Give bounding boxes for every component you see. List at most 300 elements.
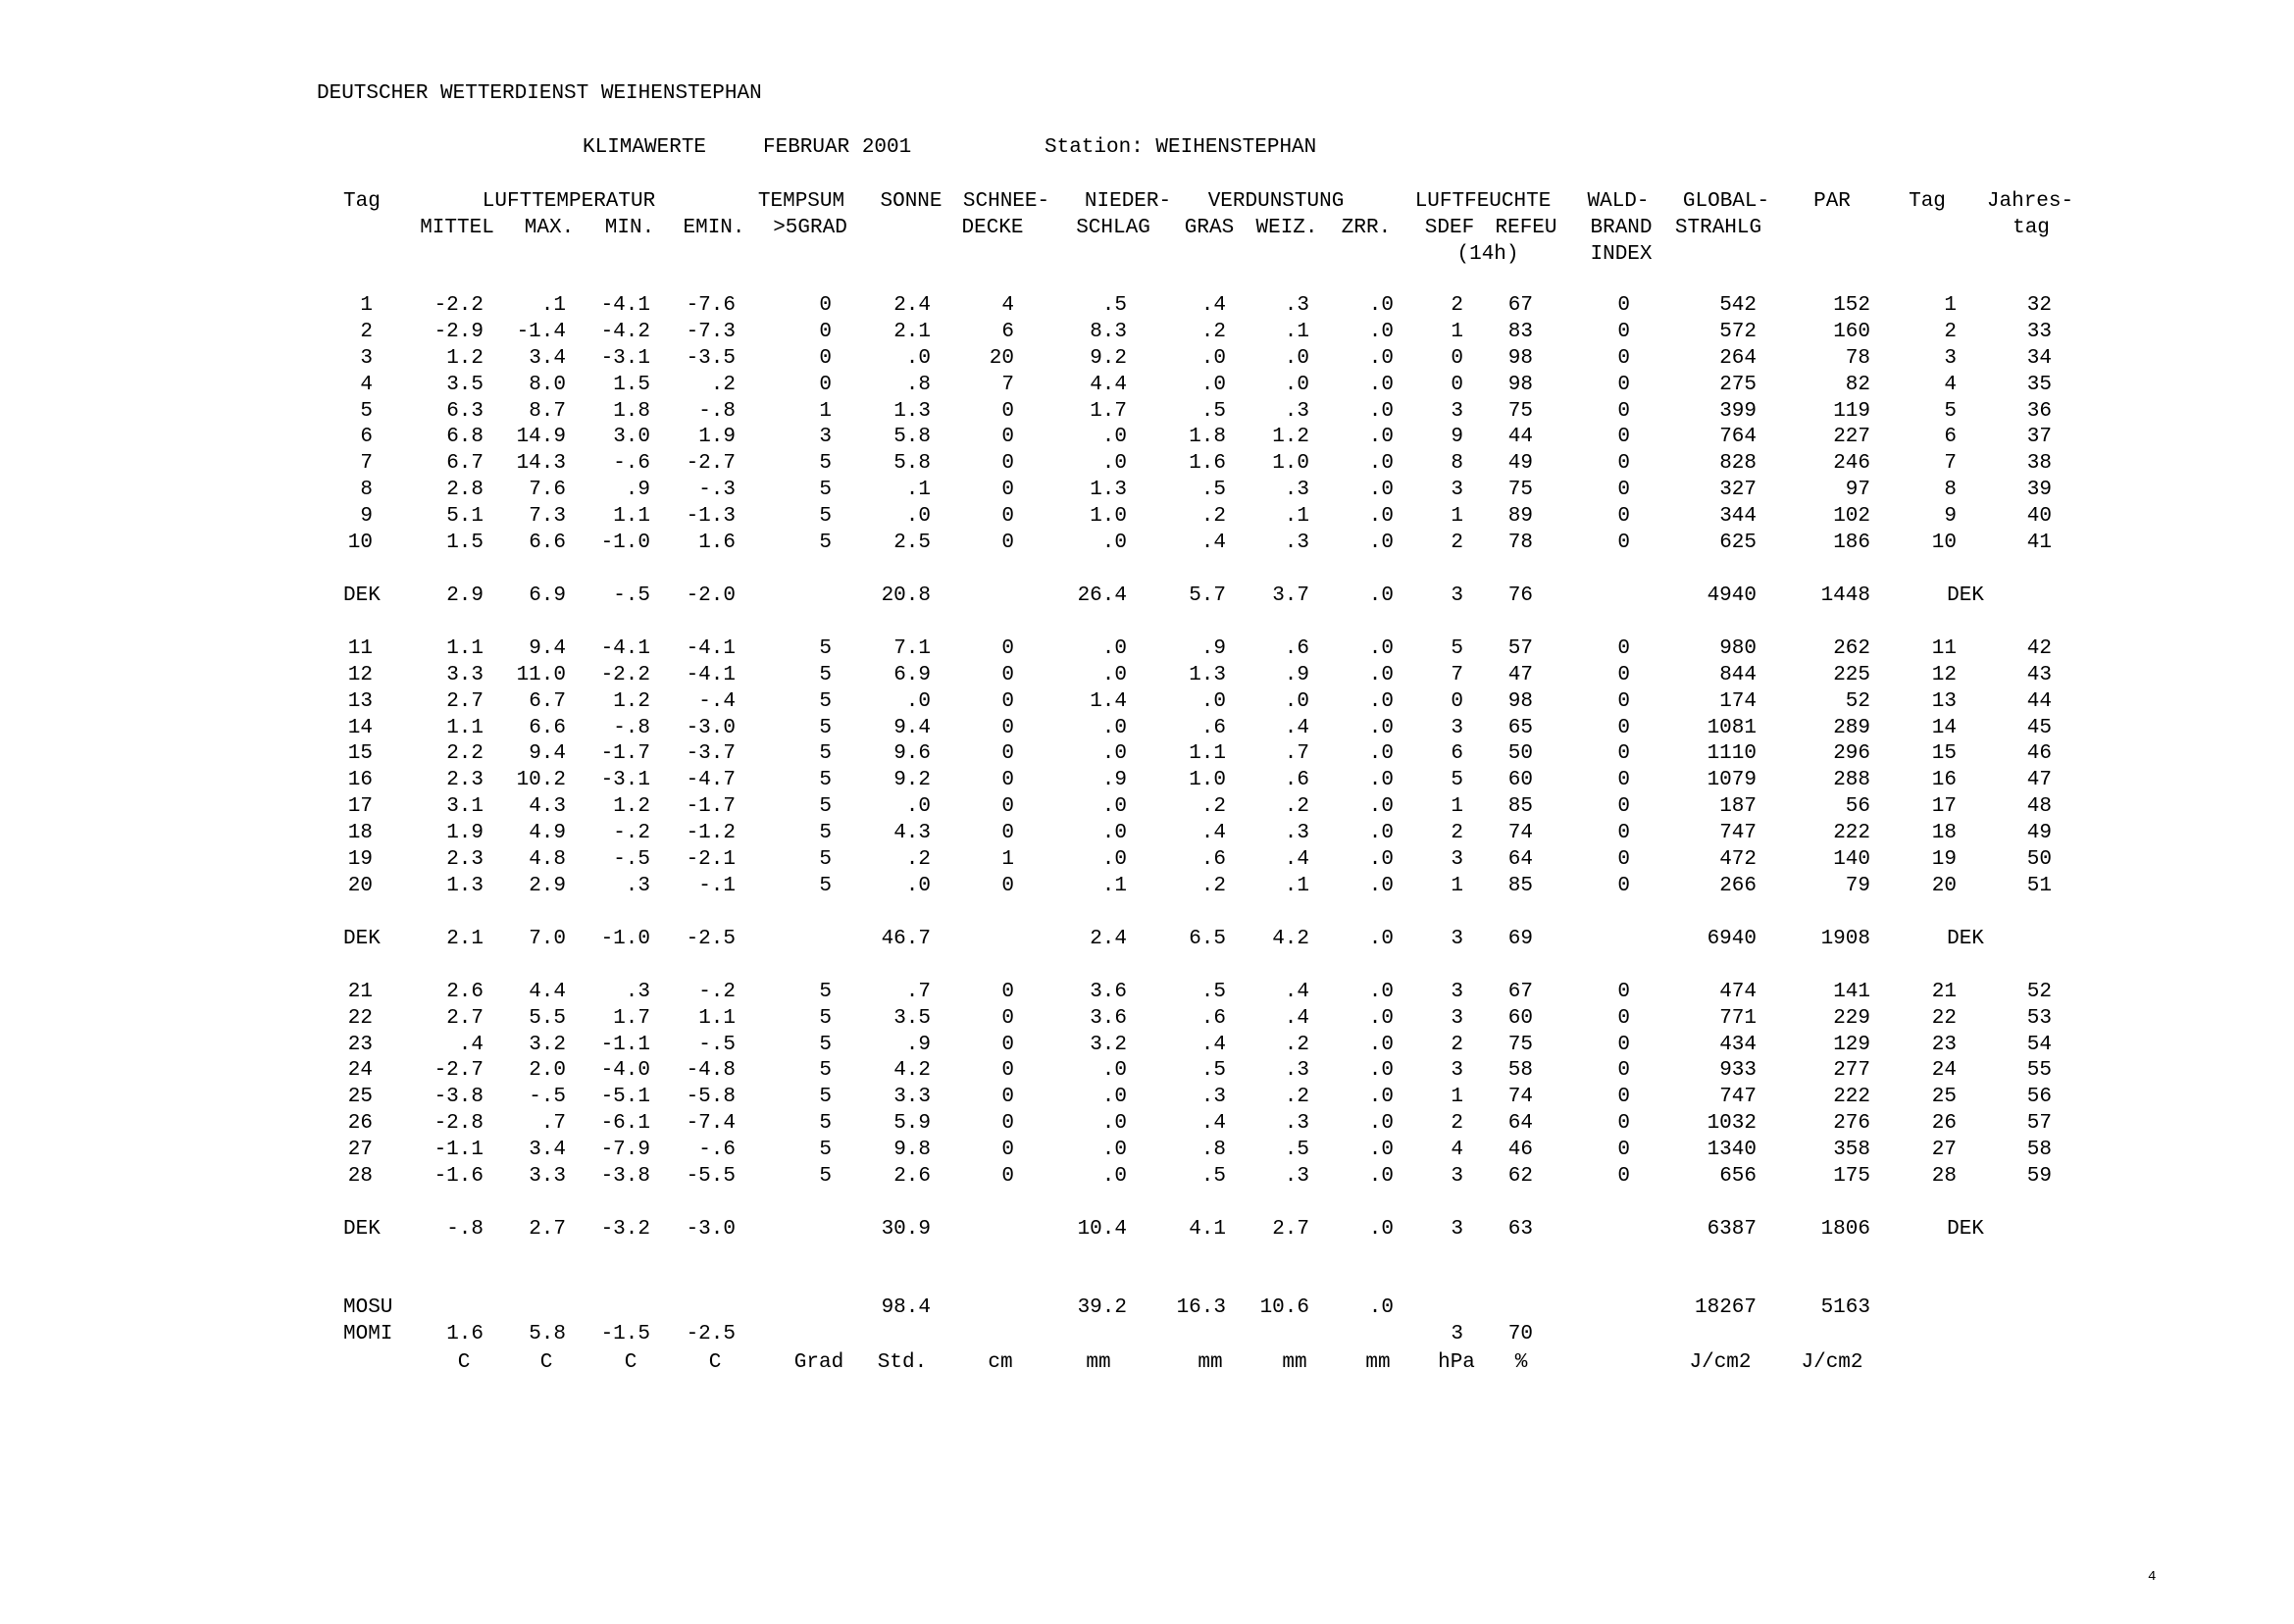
table-cell: 74	[1507, 1086, 1533, 1108]
table-cell: 8.3	[1090, 321, 1127, 343]
table-cell: 2	[1451, 294, 1463, 317]
table-cell: 0	[1617, 664, 1630, 686]
header-cell: REFEU	[1495, 217, 1557, 239]
table-cell: 1.0	[1272, 452, 1309, 475]
table-cell: 327	[1719, 479, 1757, 501]
table-cell: .5	[1200, 981, 1226, 1003]
table-cell: 262	[1833, 637, 1870, 660]
table-cell: 4.3	[529, 795, 566, 818]
row-label: 11	[347, 637, 373, 660]
table-cell: 0	[1617, 1059, 1630, 1082]
table-cell: -.2	[613, 822, 650, 844]
table-cell: -.6	[698, 1139, 736, 1161]
table-cell: 79	[1845, 875, 1870, 897]
table-cell: 0	[1617, 742, 1630, 765]
table-cell: 160	[1833, 321, 1870, 343]
table-cell: 474	[1719, 981, 1757, 1003]
table-cell: 63	[1507, 1218, 1533, 1241]
row-label: 22	[347, 1007, 373, 1030]
table-cell: 5	[1451, 637, 1463, 660]
table-cell: 58	[1507, 1059, 1533, 1082]
unit-label: mm	[1086, 1351, 1111, 1374]
table-cell: 0	[1617, 1139, 1630, 1161]
header-cell: GLOBAL-	[1682, 190, 1770, 213]
table-cell: 0	[1001, 1139, 1014, 1161]
table-cell: 3.5	[893, 1007, 931, 1030]
table-cell: 3.4	[529, 1139, 566, 1161]
table-cell: .5	[1284, 1139, 1309, 1161]
table-cell: 3	[819, 426, 832, 448]
table-cell: .4	[1284, 1007, 1309, 1030]
table-cell: 14.3	[516, 452, 566, 475]
row-label: 13	[347, 690, 373, 713]
table-cell: 54	[2026, 1034, 2052, 1056]
table-cell: -7.9	[600, 1139, 650, 1161]
table-cell: 59	[2026, 1165, 2052, 1188]
row-label: 15	[347, 742, 373, 765]
table-cell: 186	[1833, 532, 1870, 554]
table-cell: 119	[1833, 400, 1870, 423]
table-cell: 52	[1845, 690, 1870, 713]
table-cell: 60	[1507, 769, 1533, 791]
table-cell: 4.4	[1090, 374, 1127, 396]
table-cell: -3.8	[433, 1086, 484, 1108]
table-cell: -2.5	[686, 928, 736, 950]
table-cell: 844	[1719, 664, 1757, 686]
table-cell: 5	[819, 1059, 832, 1082]
table-cell: 141	[1833, 981, 1870, 1003]
table-cell: 2.9	[446, 584, 484, 607]
table-cell: 0	[1001, 532, 1014, 554]
table-cell: .7	[905, 981, 931, 1003]
table-cell: 5	[819, 1086, 832, 1108]
table-cell: 6	[1451, 742, 1463, 765]
table-cell: 53	[2026, 1007, 2052, 1030]
table-cell: -.8	[613, 717, 650, 739]
table-cell: 1.0	[1090, 505, 1127, 528]
table-cell: 1081	[1707, 717, 1757, 739]
unit-label: C	[457, 1351, 471, 1374]
table-cell: 2.0	[529, 1059, 566, 1082]
table-cell: .0	[1368, 742, 1394, 765]
table-cell: 28	[1931, 1165, 1957, 1188]
header-cell: SCHNEE-	[962, 190, 1050, 213]
table-cell: .0	[1368, 400, 1394, 423]
header-cell: >5GRAD	[773, 217, 847, 239]
table-cell: -2.7	[686, 452, 736, 475]
table-cell: .3	[1284, 1165, 1309, 1188]
table-cell: .0	[1284, 374, 1309, 396]
table-cell: 1.5	[446, 532, 484, 554]
table-cell: 3	[1451, 400, 1463, 423]
table-cell: 225	[1833, 664, 1870, 686]
header-cell: MIN.	[604, 217, 655, 239]
table-cell: -4.1	[600, 294, 650, 317]
table-cell: 1.2	[613, 690, 650, 713]
table-cell: -5.8	[686, 1086, 736, 1108]
table-cell: 572	[1719, 321, 1757, 343]
report-title: KLIMAWERTE	[583, 136, 707, 159]
table-cell: .0	[1101, 532, 1127, 554]
table-cell: 5	[819, 664, 832, 686]
table-cell: 0	[1617, 795, 1630, 818]
table-cell: 5	[819, 769, 832, 791]
table-cell: 828	[1719, 452, 1757, 475]
table-cell: .0	[1101, 822, 1127, 844]
table-cell: 4.2	[893, 1059, 931, 1082]
table-cell: 57	[1507, 637, 1533, 660]
table-cell: 89	[1507, 505, 1533, 528]
row-label: 10	[347, 532, 373, 554]
table-cell: 3	[1451, 584, 1463, 607]
table-cell: .4	[1284, 717, 1309, 739]
header-cell: LUFTTEMPERATUR	[482, 190, 656, 213]
table-cell: 6.7	[529, 690, 566, 713]
table-cell: 0	[1617, 347, 1630, 370]
table-cell: .4	[1200, 532, 1226, 554]
table-cell: 0	[1001, 1165, 1014, 1188]
table-cell: 747	[1719, 1086, 1757, 1108]
table-cell: DEK	[1947, 928, 1984, 950]
row-label: DEK	[343, 584, 381, 607]
table-cell: 41	[2026, 532, 2052, 554]
table-cell: 75	[1507, 400, 1533, 423]
table-cell: 5.1	[446, 505, 484, 528]
table-cell: 1908	[1820, 928, 1870, 950]
table-cell: 4.3	[893, 822, 931, 844]
table-cell: -.8	[446, 1218, 484, 1241]
table-cell: 3	[1451, 1218, 1463, 1241]
table-cell: 0	[1001, 795, 1014, 818]
table-cell: 0	[1617, 690, 1630, 713]
table-cell: -1.7	[600, 742, 650, 765]
table-cell: 2.7	[1272, 1218, 1309, 1241]
table-cell: .5	[1200, 1165, 1226, 1188]
table-cell: 4	[1001, 294, 1014, 317]
header-cell: ZRR.	[1341, 217, 1392, 239]
table-cell: -1.1	[433, 1139, 484, 1161]
table-cell: 16	[1931, 769, 1957, 791]
table-cell: .3	[625, 875, 650, 897]
row-label: 3	[360, 347, 373, 370]
table-cell: .0	[1368, 664, 1394, 686]
table-cell: .5	[1200, 479, 1226, 501]
table-cell: 64	[1507, 848, 1533, 871]
table-cell: 4.1	[1189, 1218, 1226, 1241]
table-cell: .0	[1368, 1218, 1394, 1241]
table-cell: 0	[1617, 1165, 1630, 1188]
table-cell: 3	[1451, 848, 1463, 871]
table-cell: 5.7	[1189, 584, 1226, 607]
table-cell: 0	[1001, 1086, 1014, 1108]
table-cell: 57	[2026, 1112, 2052, 1135]
table-cell: 10	[1931, 532, 1957, 554]
table-cell: .0	[1368, 1296, 1394, 1319]
table-cell: 69	[1507, 928, 1533, 950]
table-cell: 25	[1931, 1086, 1957, 1108]
table-cell: 0	[1001, 637, 1014, 660]
table-cell: 13	[1931, 690, 1957, 713]
table-cell: 43	[2026, 664, 2052, 686]
row-label: 9	[360, 505, 373, 528]
table-cell: 0	[1001, 822, 1014, 844]
table-cell: 1.1	[613, 505, 650, 528]
table-cell: 37	[2026, 426, 2052, 448]
table-cell: 78	[1507, 532, 1533, 554]
table-cell: 0	[1001, 400, 1014, 423]
table-cell: 3.5	[446, 374, 484, 396]
table-cell: 9.8	[893, 1139, 931, 1161]
table-cell: .0	[1368, 1165, 1394, 1188]
table-cell: 764	[1719, 426, 1757, 448]
table-cell: 2	[1451, 1034, 1463, 1056]
table-cell: 67	[1507, 294, 1533, 317]
table-cell: 0	[819, 347, 832, 370]
table-cell: 58	[2026, 1139, 2052, 1161]
table-cell: .6	[1284, 769, 1309, 791]
table-cell: 55	[2026, 1059, 2052, 1082]
table-cell: 6	[1944, 426, 1957, 448]
table-cell: .0	[1101, 717, 1127, 739]
table-cell: .3	[1200, 1086, 1226, 1108]
table-cell: .1	[1284, 875, 1309, 897]
table-cell: 8	[1944, 479, 1957, 501]
table-cell: .0	[905, 690, 931, 713]
header-cell: EMIN.	[683, 217, 745, 239]
table-cell: 0	[1617, 848, 1630, 871]
table-cell: 6	[1001, 321, 1014, 343]
table-cell: 5	[819, 875, 832, 897]
table-cell: .3	[1284, 532, 1309, 554]
table-cell: 10.4	[1077, 1218, 1127, 1241]
unit-label: J/cm2	[1689, 1351, 1752, 1374]
table-cell: 2.2	[446, 742, 484, 765]
table-cell: .0	[1284, 347, 1309, 370]
table-cell: 1	[1944, 294, 1957, 317]
table-cell: 980	[1719, 637, 1757, 660]
unit-label: mm	[1282, 1351, 1307, 1374]
table-cell: 1.3	[1090, 479, 1127, 501]
table-cell: 0	[1617, 479, 1630, 501]
table-cell: 5	[819, 637, 832, 660]
table-cell: 5163	[1820, 1296, 1870, 1319]
table-cell: -1.4	[516, 321, 566, 343]
header-cell: PAR	[1813, 190, 1851, 213]
table-cell: .7	[1284, 742, 1309, 765]
table-cell: 3	[1451, 928, 1463, 950]
table-cell: 1.3	[893, 400, 931, 423]
table-cell: 1.1	[446, 717, 484, 739]
table-cell: 75	[1507, 479, 1533, 501]
table-cell: 5	[819, 532, 832, 554]
table-cell: 39	[2026, 479, 2052, 501]
table-cell: 70	[1507, 1323, 1533, 1345]
table-cell: -.5	[613, 584, 650, 607]
unit-label: mm	[1198, 1351, 1223, 1374]
table-cell: 51	[2026, 875, 2052, 897]
table-cell: 1.2	[1272, 426, 1309, 448]
table-cell: 6940	[1707, 928, 1757, 950]
table-cell: 1.9	[446, 822, 484, 844]
table-cell: .4	[458, 1034, 484, 1056]
table-cell: 16.3	[1176, 1296, 1226, 1319]
table-cell: .0	[1368, 374, 1394, 396]
table-cell: 62	[1507, 1165, 1533, 1188]
table-cell: 26	[1931, 1112, 1957, 1135]
table-cell: 21	[1931, 981, 1957, 1003]
table-cell: 0	[819, 294, 832, 317]
table-cell: 5	[819, 822, 832, 844]
table-cell: 0	[1001, 875, 1014, 897]
table-cell: 0	[1001, 664, 1014, 686]
table-cell: .6	[1284, 637, 1309, 660]
row-label: 14	[347, 717, 373, 739]
table-cell: 12	[1931, 664, 1957, 686]
table-cell: -1.6	[433, 1165, 484, 1188]
table-cell: .4	[1284, 848, 1309, 871]
table-cell: 5	[819, 505, 832, 528]
table-cell: 2.7	[446, 1007, 484, 1030]
table-cell: 0	[1001, 717, 1014, 739]
row-label: 26	[347, 1112, 373, 1135]
table-cell: 1.1	[1189, 742, 1226, 765]
table-cell: 56	[2026, 1086, 2052, 1108]
table-cell: 3	[1451, 1165, 1463, 1188]
table-cell: 6.3	[446, 400, 484, 423]
table-cell: .0	[905, 347, 931, 370]
table-cell: -4.7	[686, 769, 736, 791]
table-cell: 0	[1001, 452, 1014, 475]
table-cell: -2.1	[686, 848, 736, 871]
table-cell: 1.1	[698, 1007, 736, 1030]
table-cell: .0	[905, 795, 931, 818]
table-cell: 7	[1001, 374, 1014, 396]
table-cell: 98	[1507, 690, 1533, 713]
header-cell: BRAND	[1590, 217, 1653, 239]
header-cell: NIEDER-	[1084, 190, 1172, 213]
header-cell: LUFTFEUCHTE	[1414, 190, 1552, 213]
table-cell: 3.7	[1272, 584, 1309, 607]
table-cell: .1	[1101, 875, 1127, 897]
table-cell: .4	[1200, 294, 1226, 317]
table-cell: 3	[1451, 981, 1463, 1003]
table-cell: .0	[1368, 426, 1394, 448]
table-cell: 6.6	[529, 532, 566, 554]
table-cell: -2.5	[686, 1323, 736, 1345]
table-cell: .0	[1101, 426, 1127, 448]
table-cell: 3.4	[529, 347, 566, 370]
station-label: Station: WEIHENSTEPHAN	[1045, 136, 1317, 159]
table-cell: 288	[1833, 769, 1870, 791]
table-cell: -3.5	[686, 347, 736, 370]
table-cell: -1.5	[600, 1323, 650, 1345]
table-cell: 289	[1833, 717, 1870, 739]
table-cell: 3.6	[1090, 1007, 1127, 1030]
table-cell: -3.2	[600, 1218, 650, 1241]
table-cell: 1.8	[1189, 426, 1226, 448]
table-cell: .8	[1200, 1139, 1226, 1161]
table-cell: 4.8	[529, 848, 566, 871]
table-cell: 344	[1719, 505, 1757, 528]
table-cell: 102	[1833, 505, 1870, 528]
table-cell: .6	[1200, 1007, 1226, 1030]
table-cell: DEK	[1947, 584, 1984, 607]
table-cell: -.1	[698, 875, 736, 897]
row-label: 2	[360, 321, 373, 343]
table-cell: .2	[905, 848, 931, 871]
table-cell: .0	[1368, 1086, 1394, 1108]
table-cell: .0	[1101, 1059, 1127, 1082]
table-cell: 14	[1931, 717, 1957, 739]
header-cell: MAX.	[524, 217, 575, 239]
table-cell: 10.2	[516, 769, 566, 791]
table-cell: 64	[1507, 1112, 1533, 1135]
table-cell: 47	[2026, 769, 2052, 791]
table-cell: 1079	[1707, 769, 1757, 791]
table-cell: 5	[819, 1034, 832, 1056]
table-cell: 3	[1944, 347, 1957, 370]
row-label: 12	[347, 664, 373, 686]
table-cell: -7.3	[686, 321, 736, 343]
table-cell: 222	[1833, 822, 1870, 844]
table-cell: 44	[1507, 426, 1533, 448]
table-cell: 5.9	[893, 1112, 931, 1135]
table-cell: .0	[1368, 584, 1394, 607]
row-label: 16	[347, 769, 373, 791]
table-cell: .0	[1368, 452, 1394, 475]
table-cell: -4.8	[686, 1059, 736, 1082]
table-cell: 5.8	[893, 426, 931, 448]
table-cell: -3.7	[686, 742, 736, 765]
table-cell: 6.7	[446, 452, 484, 475]
table-cell: 5	[819, 1165, 832, 1188]
table-cell: .0	[1368, 637, 1394, 660]
table-cell: 266	[1719, 875, 1757, 897]
table-cell: 1	[1451, 875, 1463, 897]
header-cell: SCHLAG	[1076, 217, 1150, 239]
table-cell: 5.8	[529, 1323, 566, 1345]
row-label: 1	[360, 294, 373, 317]
table-cell: 82	[1845, 374, 1870, 396]
table-cell: 2.4	[893, 294, 931, 317]
table-cell: .0	[1368, 717, 1394, 739]
table-cell: 49	[1507, 452, 1533, 475]
table-cell: .0	[1368, 875, 1394, 897]
table-cell: 296	[1833, 742, 1870, 765]
unit-label: %	[1514, 1351, 1528, 1374]
table-cell: .0	[1368, 795, 1394, 818]
table-cell: 18	[1931, 822, 1957, 844]
table-cell: 83	[1507, 321, 1533, 343]
table-cell: 14.9	[516, 426, 566, 448]
table-cell: .0	[1368, 1139, 1394, 1161]
table-cell: -2.9	[433, 321, 484, 343]
table-cell: -3.8	[600, 1165, 650, 1188]
table-cell: 9.4	[893, 717, 931, 739]
table-cell: 1	[1451, 1086, 1463, 1108]
table-cell: 0	[1451, 690, 1463, 713]
header-cell: INDEX	[1590, 243, 1653, 266]
table-cell: 56	[1845, 795, 1870, 818]
table-cell: 2.9	[529, 875, 566, 897]
table-cell: .4	[1200, 1112, 1226, 1135]
table-cell: 46.7	[881, 928, 931, 950]
table-cell: 45	[2026, 717, 2052, 739]
table-cell: 42	[2026, 637, 2052, 660]
table-cell: 50	[2026, 848, 2052, 871]
table-cell: .0	[1200, 690, 1226, 713]
table-cell: -5.1	[600, 1086, 650, 1108]
